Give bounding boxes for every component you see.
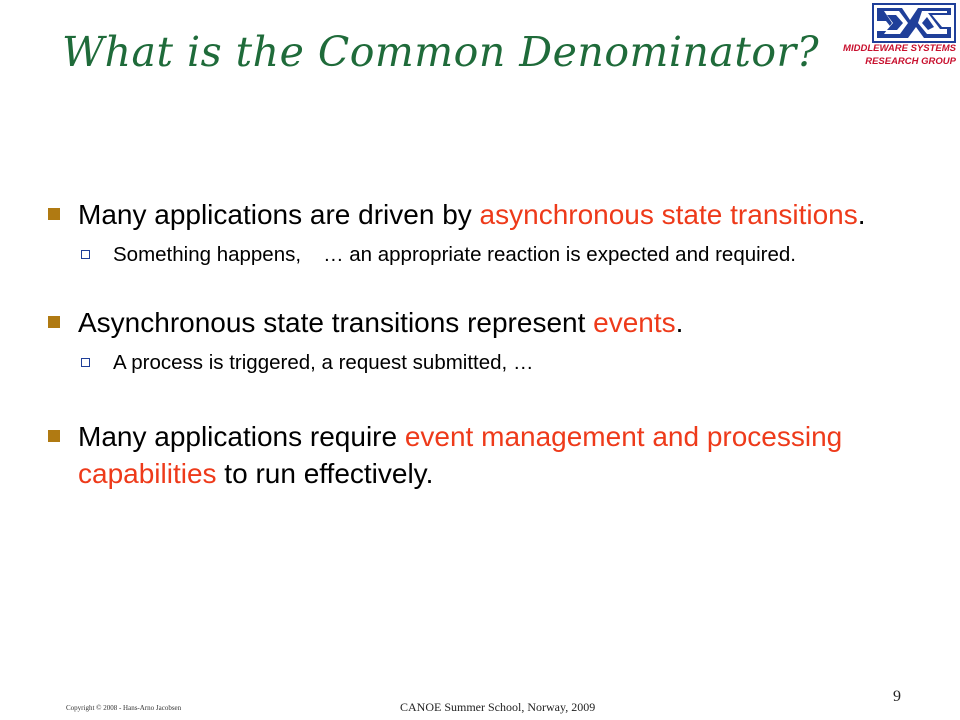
bullet-text: to run effectively. (216, 458, 434, 489)
bullet-text: . (675, 307, 684, 338)
logo-text (843, 42, 956, 68)
bullet-item (48, 304, 918, 341)
sub-bullet-item (48, 239, 918, 270)
bullet-group-3 (48, 418, 918, 492)
sub-bullet-text: A process is triggered, a request submitted, … (113, 351, 534, 374)
bullet-text: Many applications require (78, 421, 405, 452)
logo-line-1: MIDDLEWARE SYSTEMS (843, 43, 956, 54)
bullet-list (48, 196, 918, 492)
slide-title: What is the Common Denominator? (62, 28, 820, 76)
sub-bullet-item (48, 347, 918, 378)
hollow-square-bullet-icon (81, 250, 90, 259)
bullet-text: Many applications are driven by (78, 199, 480, 230)
msrg-logo-icon (872, 3, 956, 43)
footer-text: CANOE Summer School, Norway, 2009 (400, 700, 596, 714)
page-number: 9 (893, 688, 901, 705)
square-bullet-icon (48, 316, 60, 328)
square-bullet-icon (48, 208, 60, 220)
hollow-square-bullet-icon (81, 358, 90, 367)
square-bullet-icon (48, 430, 60, 442)
bullet-text: Asynchronous state transitions represent (78, 307, 594, 338)
logo-line-2: RESEARCH GROUP (865, 56, 956, 67)
bullet-item (48, 196, 918, 233)
bullet-highlight: event management and processing capabilities (78, 421, 843, 489)
bullet-group-2 (48, 304, 918, 378)
bullet-text: . (857, 199, 866, 230)
sub-bullet-text: Something happens, (113, 243, 302, 266)
bullet-highlight: asynchronous state transitions (479, 199, 858, 230)
bullet-highlight: events (593, 307, 676, 338)
bullet-group-1 (48, 196, 918, 270)
sub-bullet-text: … an appropriate reaction is expected and required. (323, 243, 796, 266)
bullet-item (48, 418, 918, 492)
copyright-notice: Copyright © 2008 - Hans-Arno Jacobsen (66, 704, 182, 712)
